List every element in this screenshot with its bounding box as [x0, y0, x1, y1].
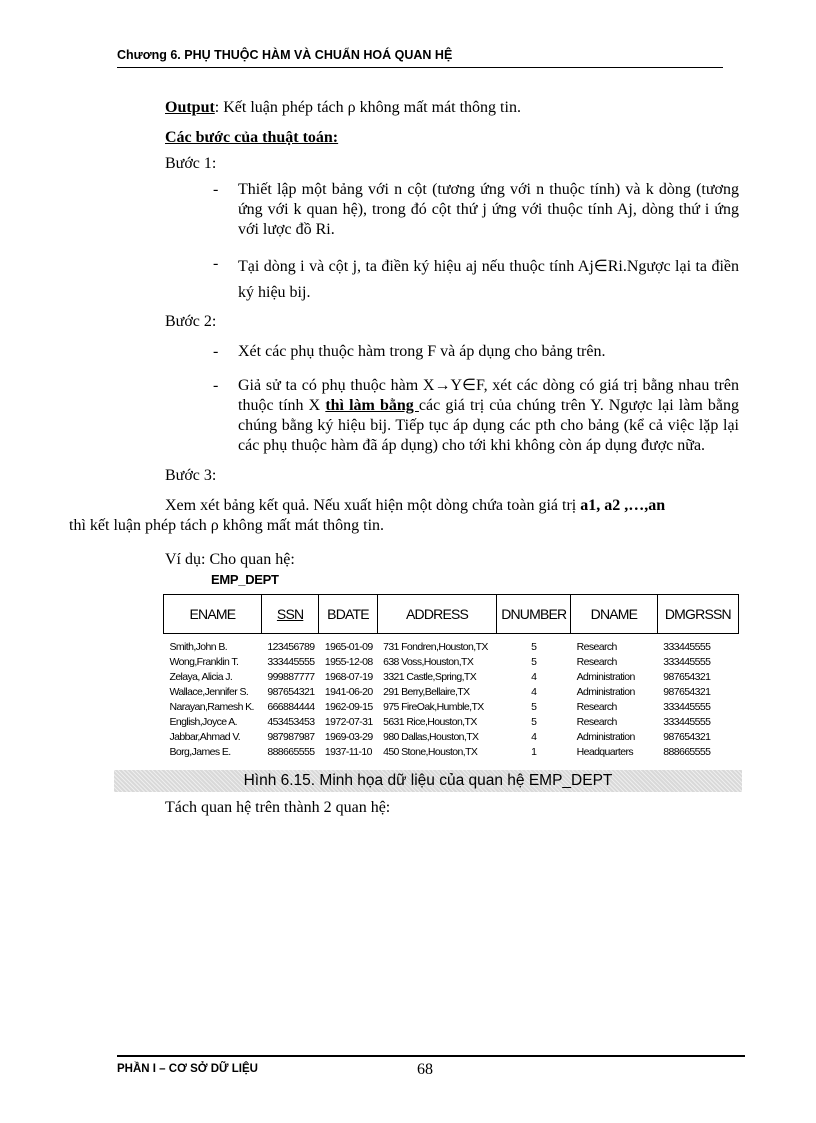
table-cell: 1937-11-10 — [324, 746, 372, 758]
table-cell: 453453453 — [267, 716, 315, 728]
step2-label: Bước 2: — [165, 313, 217, 330]
column-header-dnumber: DNUMBER — [497, 595, 571, 634]
column-header-dname: DNAME — [571, 595, 658, 634]
column-header-bdate: BDATE — [319, 595, 377, 634]
table-cell: Administration — [576, 731, 635, 743]
bullet-dash: - — [213, 377, 219, 394]
table-cell: 333445555 — [663, 701, 711, 713]
output-paragraph — [117, 98, 743, 118]
bullet-dash: - — [213, 343, 219, 360]
table-cell: 987654321 — [663, 731, 711, 743]
column-header-address: ADDRESS — [377, 595, 497, 634]
table-cell: 888665555 — [267, 746, 315, 758]
table-cell: 333445555 — [663, 641, 711, 653]
table-cell: 1965-01-09 — [324, 641, 373, 653]
table-cell: 1972-07-31 — [324, 716, 373, 728]
table-row — [164, 700, 739, 715]
emp-dept-table — [163, 594, 739, 760]
table-body — [164, 634, 739, 761]
emp-dept-table-wrap — [163, 594, 739, 760]
table-cell: 666884444 — [267, 701, 315, 713]
table-cell: 291 Berry,Bellaire,TX — [383, 686, 470, 698]
step3-label: Bước 3: — [165, 467, 217, 484]
a-values: a1, a2 ,…,an — [580, 497, 666, 514]
table-cell: 975 FireOak,Humble,TX — [383, 701, 484, 713]
table-cell: 1968-07-19 — [324, 671, 373, 683]
table-cell: 5 — [531, 641, 537, 653]
table-cell: 999887777 — [267, 671, 315, 683]
table-cell: 987654321 — [663, 686, 711, 698]
table-cell: Administration — [576, 671, 635, 683]
table-cell: 4 — [531, 731, 537, 743]
column-header-ssn: SSN — [261, 595, 319, 634]
emphasis-text: thì làm bằng — [325, 397, 419, 414]
table-cell: Research — [576, 656, 617, 668]
table-row — [164, 685, 739, 700]
table-cell: English,Joyce A. — [169, 716, 237, 728]
table-row — [164, 634, 739, 656]
table-row — [164, 730, 739, 745]
table-cell: 4 — [531, 686, 537, 698]
output-label: Output — [165, 99, 215, 116]
table-cell: 1941-06-20 — [324, 686, 373, 698]
chapter-title: Chương 6. PHỤ THUỘC HÀM VÀ CHUẨN HOÁ QUAN HỆ — [117, 48, 453, 62]
table-cell: 5631 Rice,Houston,TX — [383, 716, 477, 728]
output-text: : Kết luận phép tách ρ không mất mát thông tin. — [214, 99, 521, 116]
table-row — [164, 715, 739, 730]
table-cell: 987654321 — [663, 671, 711, 683]
relation-name: EMP_DEPT — [211, 572, 279, 587]
table-cell: Borg,James E. — [169, 746, 231, 758]
step1-label: Bước 1: — [165, 155, 217, 172]
page-header — [117, 45, 723, 68]
table-cell: Wallace,Jennifer S. — [169, 686, 249, 698]
table-cell: 3321 Castle,Spring,TX — [383, 671, 477, 683]
table-cell: 4 — [531, 671, 537, 683]
bullet-dash: - — [213, 181, 219, 198]
table-cell: 1962-09-15 — [324, 701, 373, 713]
table-header-row — [164, 595, 739, 634]
table-cell: 5 — [531, 656, 537, 668]
table-row — [164, 745, 739, 760]
table-cell: Headquarters — [576, 746, 634, 758]
table-cell: 450 Stone,Houston,TX — [383, 746, 478, 758]
table-cell: 5 — [531, 716, 537, 728]
column-header-ename: ENAME — [164, 595, 262, 634]
figure-caption: Hình 6.15. Minh họa dữ liệu của quan hệ EMP_DEPT — [114, 770, 742, 792]
table-cell: 333445555 — [663, 656, 711, 668]
table-cell: 123456789 — [267, 641, 315, 653]
table-cell: 888665555 — [663, 746, 711, 758]
table-cell: 980 Dallas,Houston,TX — [383, 731, 479, 743]
table-cell: 5 — [531, 701, 537, 713]
table-cell: 987654321 — [267, 686, 315, 698]
example-label: Ví dụ: Cho quan hệ: — [165, 551, 295, 568]
table-cell: 731 Fondren,Houston,TX — [383, 641, 488, 653]
step2-bullet-1: - Xét các phụ thuộc hàm trong F và áp dụng cho bảng trên. — [213, 343, 606, 360]
steps-title: Các bước của thuật toán: — [165, 129, 339, 146]
bullet-dash: - — [213, 255, 219, 272]
table-cell: 638 Voss,Houston,TX — [383, 656, 474, 668]
table-cell: Jabbar,Ahmad V. — [169, 731, 241, 743]
table-cell: 333445555 — [267, 656, 315, 668]
page-number: 68 — [417, 1061, 433, 1078]
table-cell: Wong,Franklin T. — [169, 656, 239, 668]
table-cell: 1969-03-29 — [324, 731, 373, 743]
table-cell: 333445555 — [663, 716, 711, 728]
table-row — [164, 670, 739, 685]
table-row — [164, 655, 739, 670]
table-cell: Narayan,Ramesh K. — [169, 701, 254, 713]
table-cell: 1955-12-08 — [324, 656, 373, 668]
table-cell: Research — [576, 701, 617, 713]
page-footer — [117, 1055, 745, 1087]
step1-bullet-1: - Thiết lập một bảng với n cột (tương ứng với n thuộc tính) và k dòng (tương ứng với k quan hệ), trong đó cột thứ j ứng với thuộc tính Aj, dòng thứ i ứng với lược đồ Ri. — [213, 181, 739, 238]
table-cell: Smith,John B. — [169, 641, 228, 653]
step3-text: Xem xét bảng kết quả. Nếu xuất hiện một dòng chứa toàn giá trị a1, a2 ,…,an thì kết luận phép tách ρ không mất mát thông tin. — [69, 497, 666, 534]
footer-part-title: PHẦN I – CƠ SỞ DỮ LIỆU — [117, 1063, 258, 1075]
split-paragraph: Tách quan hệ trên thành 2 quan hệ: — [165, 799, 391, 816]
table-cell: Zelaya, Alicia J. — [169, 671, 233, 683]
table-cell: Administration — [576, 686, 635, 698]
table-cell: Research — [576, 641, 617, 653]
step1-bullet-2: - Tại dòng i và cột j, ta điền ký hiệu aj nếu thuộc tính Aj∈Ri.Ngược lại ta điền ký hiệu bij. — [213, 254, 739, 306]
table-cell: 1 — [531, 746, 537, 758]
table-cell: Research — [576, 716, 617, 728]
table-cell: 987987987 — [267, 731, 315, 743]
column-header-dmgrssn: DMGRSSN — [657, 595, 738, 634]
page-content — [69, 98, 743, 818]
step2-bullet-2: - Giả sử ta có phụ thuộc hàm X→Y∈F, xét các dòng có giá trị bằng nhau trên thuộc tính X thì làm bằng các giá trị của chúng trên Y. Ngược lại làm bằng chúng bằng ký hiệu bij. Tiếp tục áp dụng các pth cho bảng (kể cả việc lặp lại các phụ thuộc hàm đã áp dụng) cho tới khi không còn áp dụng được nữa. — [213, 377, 740, 454]
